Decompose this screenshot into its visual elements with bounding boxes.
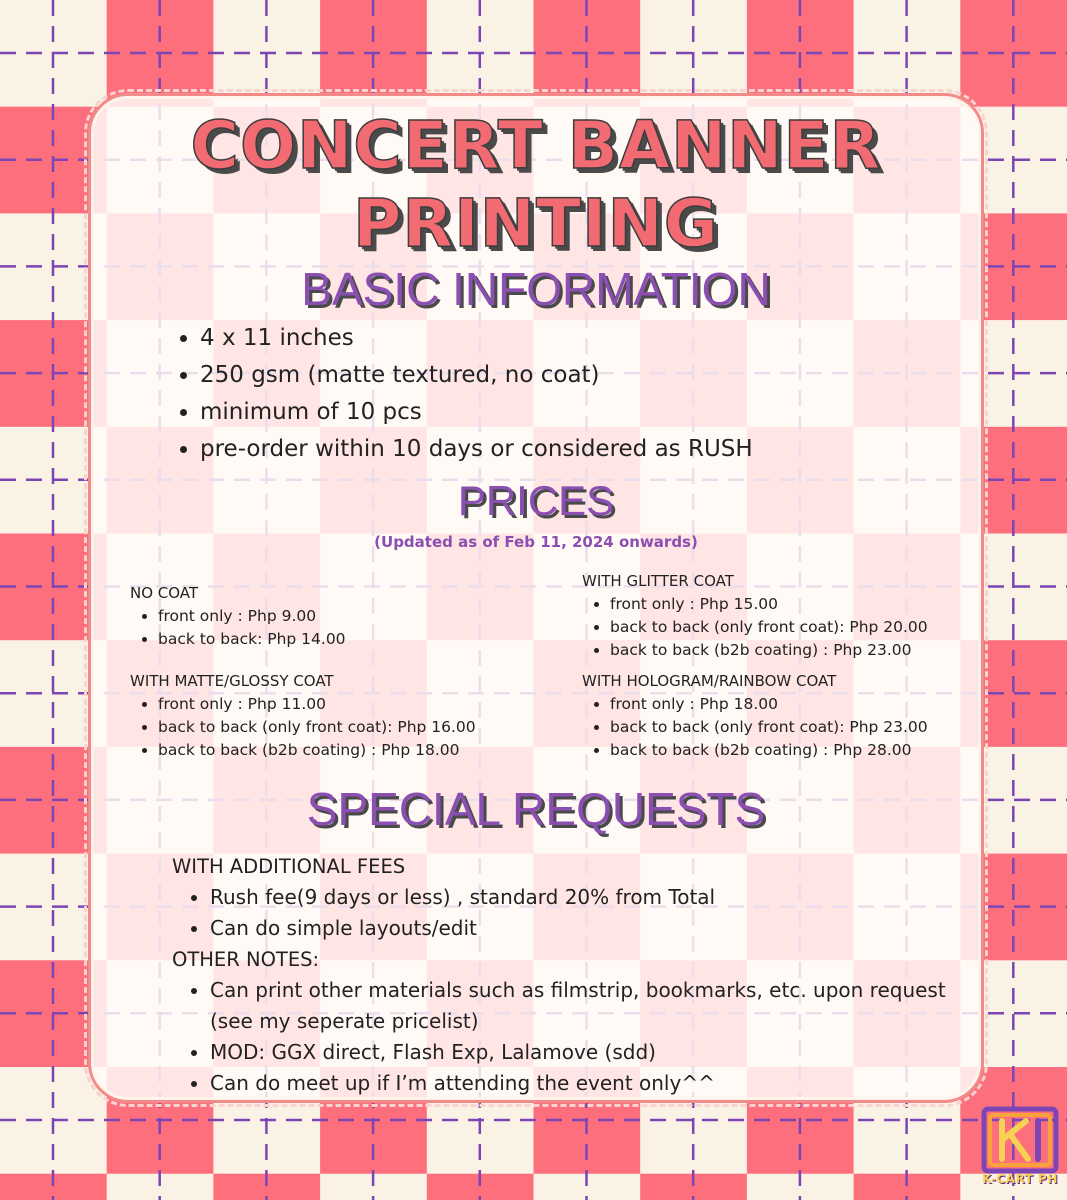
price-item: • front only : Php 15.00 — [610, 593, 928, 616]
price-item: • back to back (b2b coating) : Php 23.00 — [610, 639, 928, 662]
price-item: • back to back (b2b coating) : Php 18.00 — [158, 739, 476, 762]
prices-heading: PRICES — [457, 477, 615, 524]
price-group-title: WITH HOLOGRAM/RAINBOW COAT — [582, 672, 837, 690]
price-group-title: WITH GLITTER COAT — [582, 572, 734, 590]
fee-item: • Rush fee(9 days or less) , standard 20% from Total — [210, 882, 952, 913]
price-group-glitter-coat — [582, 570, 928, 662]
special-requests-section — [172, 851, 952, 1099]
price-group-matte-glossy-coat — [130, 670, 476, 762]
price-item: • back to back (only front coat): Php 20.00 — [610, 616, 928, 639]
prices-updated-note: (Updated as of Feb 11, 2024 onwards) — [374, 533, 698, 551]
other-notes-title: OTHER NOTES: — [172, 948, 320, 971]
special-requests-heading: SPECIAL REQUESTS — [306, 783, 766, 835]
price-item: • front only : Php 18.00 — [610, 693, 928, 716]
note-item: • Can print other materials such as filmstrip, bookmarks, etc. upon request (see my seperate pricelist) — [210, 975, 952, 1037]
basic-info-list — [200, 320, 753, 468]
k-cart-logo-text: K-CART PH — [982, 1172, 1058, 1186]
price-group-title: NO COAT — [130, 584, 199, 602]
basic-info-heading: BASIC INFORMATION — [301, 263, 771, 315]
basic-info-item: • pre-order within 10 days or considered as RUSH — [200, 431, 753, 468]
page-title-line-1: CONCERT BANNER — [190, 107, 882, 184]
price-item: • front only : Php 9.00 — [158, 605, 346, 628]
price-group-hologram-rainbow-coat — [582, 670, 928, 762]
price-group-no-coat — [130, 582, 346, 651]
note-item: • MOD: GGX direct, Flash Exp, Lalamove (sdd) — [210, 1037, 952, 1068]
price-item: • front only : Php 11.00 — [158, 693, 476, 716]
basic-info-item: • 4 x 11 inches — [200, 320, 753, 357]
fee-item: • Can do simple layouts/edit — [210, 913, 952, 944]
price-group-title: WITH MATTE/GLOSSY COAT — [130, 672, 334, 690]
price-item: • back to back (only front coat): Php 23.00 — [610, 716, 928, 739]
note-item: • Can do meet up if I’m attending the event only^^ — [210, 1068, 952, 1099]
basic-info-item: • minimum of 10 pcs — [200, 394, 753, 431]
page-title-line-2: PRINTING — [353, 185, 719, 262]
price-item: • back to back (b2b coating) : Php 28.00 — [610, 739, 928, 762]
basic-info-item: • 250 gsm (matte textured, no coat) — [200, 357, 753, 394]
price-item: • back to back (only front coat): Php 16.00 — [158, 716, 476, 739]
additional-fees-title: WITH ADDITIONAL FEES — [172, 855, 406, 878]
price-item: • back to back: Php 14.00 — [158, 628, 346, 651]
